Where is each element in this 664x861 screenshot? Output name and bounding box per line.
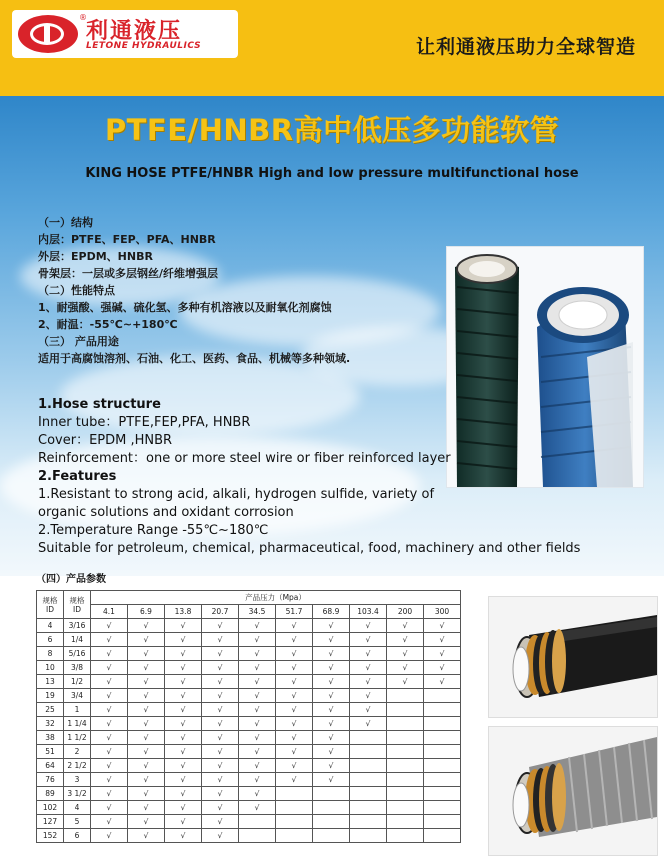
cell-check: √ xyxy=(424,675,461,689)
cn-spec-line: 外层：EPDM、HNBR xyxy=(38,250,153,263)
cell-check xyxy=(387,787,424,801)
cell-check: √ xyxy=(165,675,202,689)
cell-check xyxy=(350,731,387,745)
en-spec-line: 2.Temperature Range -55℃~180℃ xyxy=(38,523,269,538)
cell-check xyxy=(387,745,424,759)
cell-check: √ xyxy=(91,703,128,717)
cell-inch: 5 xyxy=(64,815,91,829)
cell-check xyxy=(313,801,350,815)
cell-check xyxy=(313,829,350,843)
cell-check: √ xyxy=(239,661,276,675)
cell-check xyxy=(350,829,387,843)
black-hose-photo xyxy=(488,596,658,718)
cell-check: √ xyxy=(239,773,276,787)
cell-inch: 3/4 xyxy=(64,689,91,703)
table-row xyxy=(37,759,461,773)
cell-check: √ xyxy=(313,619,350,633)
cell-check: √ xyxy=(202,745,239,759)
cell-check: √ xyxy=(128,801,165,815)
registered-mark: ® xyxy=(79,13,87,22)
cell-check: √ xyxy=(202,647,239,661)
cell-check: √ xyxy=(387,633,424,647)
cell-inch: 2 1/2 xyxy=(64,759,91,773)
cell-check: √ xyxy=(239,787,276,801)
cell-check: √ xyxy=(128,773,165,787)
cell-id: 127 xyxy=(37,815,64,829)
cn-spec-line: （三） 产品用途 xyxy=(38,335,119,348)
cell-check: √ xyxy=(313,689,350,703)
cell-check: √ xyxy=(165,619,202,633)
cn-spec-line: 1、耐强酸、强碱、硫化氢、多种有机溶液以及耐氧化剂腐蚀 xyxy=(38,301,332,314)
col-header-pressure: 产品压力（Mpa） xyxy=(91,591,461,605)
cell-check: √ xyxy=(202,759,239,773)
cell-inch: 4 xyxy=(64,801,91,815)
cell-check: √ xyxy=(387,661,424,675)
cell-check: √ xyxy=(313,717,350,731)
cell-check: √ xyxy=(424,661,461,675)
cell-check: √ xyxy=(91,717,128,731)
cell-check: √ xyxy=(276,689,313,703)
cell-check xyxy=(350,745,387,759)
cell-id: 64 xyxy=(37,759,64,773)
cell-check: √ xyxy=(128,759,165,773)
cell-check: √ xyxy=(165,633,202,647)
en-spec-line: Suitable for petroleum, chemical, pharmaceutical, food, machinery and other fields xyxy=(38,541,581,556)
cell-inch: 2 xyxy=(64,745,91,759)
cell-inch: 1 1/2 xyxy=(64,731,91,745)
cell-check xyxy=(350,787,387,801)
cell-check: √ xyxy=(276,703,313,717)
logo-emblem-icon xyxy=(18,15,78,53)
cell-check: √ xyxy=(387,675,424,689)
table-row xyxy=(37,661,461,675)
cell-check xyxy=(387,731,424,745)
en-spec-line: Reinforcement：one or more steel wire or fiber reinforced layer xyxy=(38,451,451,466)
cell-check xyxy=(424,759,461,773)
table-row xyxy=(37,745,461,759)
table-row xyxy=(37,787,461,801)
cell-check: √ xyxy=(424,633,461,647)
cell-check: √ xyxy=(91,787,128,801)
pressure-header-cell: 6.9 xyxy=(128,605,165,619)
cell-check: √ xyxy=(128,829,165,843)
cell-check: √ xyxy=(91,731,128,745)
cell-check: √ xyxy=(202,633,239,647)
cell-check xyxy=(424,689,461,703)
cell-id: 6 xyxy=(37,633,64,647)
table-row xyxy=(37,731,461,745)
cell-check: √ xyxy=(350,661,387,675)
cell-check: √ xyxy=(313,773,350,787)
slogan: 让利通液压助力全球智造 xyxy=(415,36,636,58)
pressure-header-cell: 20.7 xyxy=(202,605,239,619)
cell-check: √ xyxy=(165,689,202,703)
cell-id: 10 xyxy=(37,661,64,675)
cell-check xyxy=(387,815,424,829)
cell-check: √ xyxy=(128,689,165,703)
cell-check: √ xyxy=(165,759,202,773)
cell-check: √ xyxy=(313,647,350,661)
cell-check: √ xyxy=(165,661,202,675)
cell-inch: 5/16 xyxy=(64,647,91,661)
cell-check: √ xyxy=(313,633,350,647)
pressure-header-cell: 34.5 xyxy=(239,605,276,619)
cell-check: √ xyxy=(313,703,350,717)
header-band xyxy=(0,0,664,96)
cn-spec-line: 2、耐温：-55℃~+180℃ xyxy=(38,318,178,331)
cell-check: √ xyxy=(313,759,350,773)
pressure-header-cell: 300 xyxy=(424,605,461,619)
cell-check: √ xyxy=(350,633,387,647)
cell-check xyxy=(424,773,461,787)
en-spec-heading: 2.Features xyxy=(38,469,117,484)
cell-check: √ xyxy=(350,675,387,689)
table-row xyxy=(37,633,461,647)
cell-check: √ xyxy=(239,689,276,703)
table-row xyxy=(37,689,461,703)
en-spec-heading: 1.Hose structure xyxy=(38,397,161,412)
cell-check: √ xyxy=(91,759,128,773)
cell-check: √ xyxy=(239,647,276,661)
cell-check: √ xyxy=(350,717,387,731)
pressure-header-cell: 51.7 xyxy=(276,605,313,619)
pressure-header-cell: 200 xyxy=(387,605,424,619)
cell-id: 25 xyxy=(37,703,64,717)
product-params-table xyxy=(36,590,461,843)
cell-inch: 3 1/2 xyxy=(64,787,91,801)
en-spec-line: Cover：EPDM ,HNBR xyxy=(38,433,173,448)
table-row xyxy=(37,717,461,731)
cell-check: √ xyxy=(128,731,165,745)
cell-check: √ xyxy=(165,717,202,731)
cell-check: √ xyxy=(239,619,276,633)
cell-check xyxy=(424,829,461,843)
cell-check xyxy=(350,815,387,829)
cell-check: √ xyxy=(128,815,165,829)
cell-check: √ xyxy=(276,717,313,731)
cell-check: √ xyxy=(165,815,202,829)
page-subtitle: KING HOSE PTFE/HNBR High and low pressure multifunctional hose xyxy=(85,166,579,181)
cell-check: √ xyxy=(165,647,202,661)
cell-id: 51 xyxy=(37,745,64,759)
cell-check xyxy=(424,717,461,731)
cell-check: √ xyxy=(424,619,461,633)
cell-check: √ xyxy=(91,773,128,787)
cell-check: √ xyxy=(165,787,202,801)
cell-check: √ xyxy=(128,675,165,689)
grey-hose-photo xyxy=(488,726,658,856)
cell-check: √ xyxy=(202,815,239,829)
cell-id: 76 xyxy=(37,773,64,787)
cell-check: √ xyxy=(202,829,239,843)
cell-check: √ xyxy=(165,745,202,759)
cell-check xyxy=(350,773,387,787)
cell-check: √ xyxy=(276,661,313,675)
cell-check: √ xyxy=(202,801,239,815)
en-spec-line: 1.Resistant to strong acid, alkali, hydrogen sulfide, variety of xyxy=(38,487,435,502)
col-header-id: 规格 ID xyxy=(37,591,64,619)
cell-check: √ xyxy=(91,829,128,843)
cell-check xyxy=(424,745,461,759)
cell-id: 4 xyxy=(37,619,64,633)
cell-check: √ xyxy=(313,745,350,759)
cell-check: √ xyxy=(128,703,165,717)
cell-check: √ xyxy=(202,619,239,633)
cell-check: √ xyxy=(276,633,313,647)
cell-check: √ xyxy=(424,647,461,661)
cell-check xyxy=(239,829,276,843)
cn-spec-line: （二）性能特点 xyxy=(38,284,115,297)
cell-id: 152 xyxy=(37,829,64,843)
cell-inch: 6 xyxy=(64,829,91,843)
cell-id: 13 xyxy=(37,675,64,689)
cell-check: √ xyxy=(91,619,128,633)
cell-check: √ xyxy=(350,703,387,717)
cell-check: √ xyxy=(91,801,128,815)
cell-check: √ xyxy=(91,661,128,675)
cn-spec-line: （一）结构 xyxy=(38,216,93,229)
cell-check: √ xyxy=(276,647,313,661)
cell-check xyxy=(387,829,424,843)
table-row xyxy=(37,675,461,689)
cn-spec-line: 内层：PTFE、FEP、PFA、HNBR xyxy=(38,233,216,246)
cell-check: √ xyxy=(91,689,128,703)
cell-check xyxy=(387,759,424,773)
table-row xyxy=(37,647,461,661)
cell-check xyxy=(313,787,350,801)
en-spec-line: organic solutions and oxidant corrosion xyxy=(38,505,294,520)
en-spec-line: Inner tube：PTFE,FEP,PFA, HNBR xyxy=(38,415,251,430)
cell-id: 32 xyxy=(37,717,64,731)
cell-check: √ xyxy=(202,661,239,675)
cell-check: √ xyxy=(165,829,202,843)
cell-check: √ xyxy=(239,731,276,745)
pressure-header-cell: 13.8 xyxy=(165,605,202,619)
cell-check xyxy=(276,801,313,815)
col-header-inch: 规格 ID xyxy=(64,591,91,619)
cell-id: 38 xyxy=(37,731,64,745)
cell-check: √ xyxy=(313,661,350,675)
cell-check xyxy=(350,759,387,773)
cell-check xyxy=(350,801,387,815)
cell-check: √ xyxy=(276,759,313,773)
cell-check: √ xyxy=(239,759,276,773)
pressure-header-cell: 4.1 xyxy=(91,605,128,619)
table-caption: （四）产品参数 xyxy=(36,574,106,585)
table-row xyxy=(37,703,461,717)
cell-check: √ xyxy=(239,633,276,647)
cell-check: √ xyxy=(313,675,350,689)
cell-check: √ xyxy=(276,675,313,689)
table-row xyxy=(37,619,461,633)
cell-check xyxy=(387,689,424,703)
cell-id: 102 xyxy=(37,801,64,815)
cell-check xyxy=(276,829,313,843)
en-spec-list xyxy=(38,396,580,558)
cell-check: √ xyxy=(165,703,202,717)
pressure-header-cell: 103.4 xyxy=(350,605,387,619)
cell-check: √ xyxy=(387,647,424,661)
cell-check: √ xyxy=(91,815,128,829)
cell-inch: 3/8 xyxy=(64,661,91,675)
cell-inch: 1 1/4 xyxy=(64,717,91,731)
cell-check: √ xyxy=(165,773,202,787)
cell-inch: 1/2 xyxy=(64,675,91,689)
cell-check: √ xyxy=(128,619,165,633)
cell-inch: 3 xyxy=(64,773,91,787)
cell-id: 89 xyxy=(37,787,64,801)
table-row xyxy=(37,829,461,843)
cell-check: √ xyxy=(128,787,165,801)
cell-check: √ xyxy=(165,731,202,745)
cell-check: √ xyxy=(91,647,128,661)
cell-check: √ xyxy=(239,703,276,717)
cell-check xyxy=(387,717,424,731)
cell-check xyxy=(387,703,424,717)
pressure-header-cell: 68.9 xyxy=(313,605,350,619)
cell-check xyxy=(424,703,461,717)
logo-text-en: LETONE HYDRAULICS xyxy=(86,41,202,51)
cell-check: √ xyxy=(202,717,239,731)
cell-check: √ xyxy=(276,745,313,759)
cell-check: √ xyxy=(91,675,128,689)
cell-check: √ xyxy=(350,647,387,661)
cell-check: √ xyxy=(128,661,165,675)
cell-check: √ xyxy=(165,801,202,815)
cell-check: √ xyxy=(128,717,165,731)
cell-id: 8 xyxy=(37,647,64,661)
cell-check xyxy=(239,815,276,829)
cell-check: √ xyxy=(276,731,313,745)
cell-check: √ xyxy=(202,703,239,717)
cell-check: √ xyxy=(128,633,165,647)
cell-check: √ xyxy=(350,689,387,703)
cell-check: √ xyxy=(239,801,276,815)
cell-check: √ xyxy=(202,689,239,703)
cn-spec-list xyxy=(38,214,350,367)
table-row xyxy=(37,815,461,829)
cell-check: √ xyxy=(202,675,239,689)
cell-check: √ xyxy=(350,619,387,633)
cell-inch: 1/4 xyxy=(64,633,91,647)
logo-text-cn: 利通液压 xyxy=(86,19,183,44)
cell-check xyxy=(387,773,424,787)
cell-inch: 1 xyxy=(64,703,91,717)
cell-check: √ xyxy=(313,731,350,745)
cell-check: √ xyxy=(239,717,276,731)
cell-check xyxy=(424,787,461,801)
table-row xyxy=(37,801,461,815)
cn-spec-line: 骨架层：一层或多层钢丝/纤维增强层 xyxy=(38,267,219,280)
cn-spec-line: 适用于高腐蚀溶剂、石油、化工、医药、食品、机械等多种领域. xyxy=(38,352,351,365)
cell-check xyxy=(313,815,350,829)
cell-check: √ xyxy=(128,745,165,759)
cell-check: √ xyxy=(91,745,128,759)
cell-check xyxy=(276,815,313,829)
cell-check: √ xyxy=(276,773,313,787)
cell-check xyxy=(276,787,313,801)
cell-check: √ xyxy=(239,745,276,759)
cell-check: √ xyxy=(91,633,128,647)
cell-check xyxy=(387,801,424,815)
cell-check xyxy=(424,731,461,745)
cell-check: √ xyxy=(202,731,239,745)
cell-id: 19 xyxy=(37,689,64,703)
cell-check: √ xyxy=(202,773,239,787)
cell-check xyxy=(424,801,461,815)
cell-check: √ xyxy=(276,619,313,633)
cell-check: √ xyxy=(239,675,276,689)
cell-check: √ xyxy=(128,647,165,661)
cell-check: √ xyxy=(387,619,424,633)
cell-inch: 3/16 xyxy=(64,619,91,633)
table-row xyxy=(37,773,461,787)
page-title: PTFE/HNBR高中低压多功能软管 xyxy=(104,113,560,147)
cell-check xyxy=(424,815,461,829)
cell-check: √ xyxy=(202,787,239,801)
brand-logo xyxy=(12,10,238,58)
